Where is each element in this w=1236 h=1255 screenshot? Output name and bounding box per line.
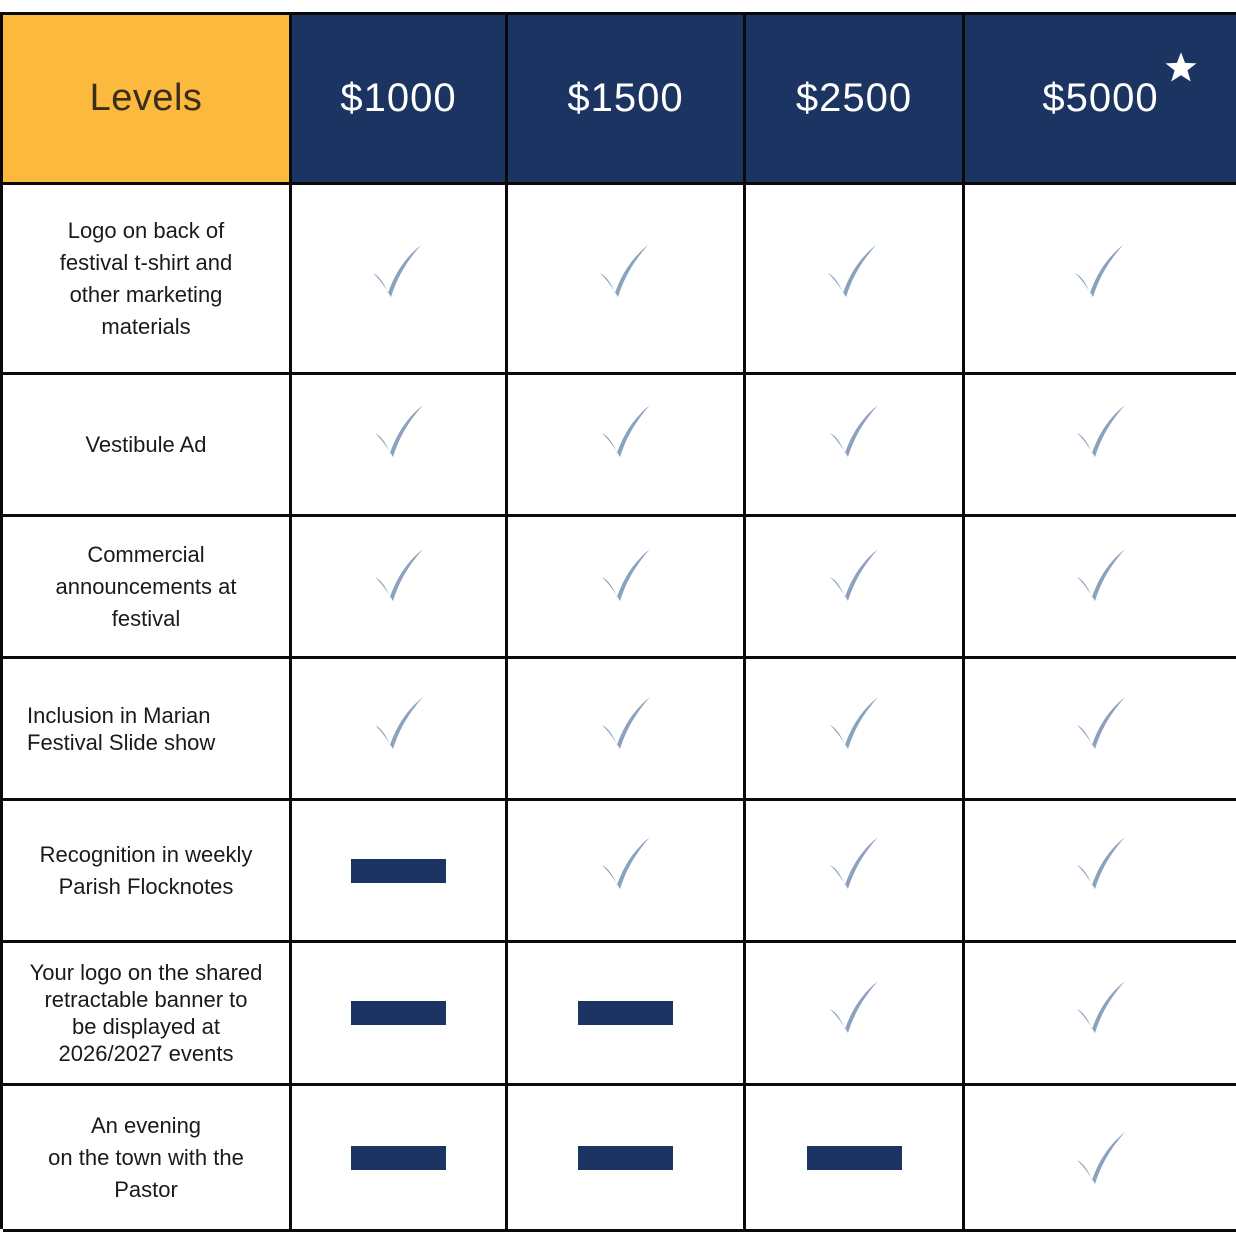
- tier-cell: [292, 943, 508, 1086]
- check-icon: [1075, 979, 1127, 1035]
- price-header-cell-1000: [292, 15, 508, 185]
- tier-cell: [746, 943, 965, 1086]
- feature-cell: [3, 185, 292, 375]
- tier-cell: [746, 185, 965, 375]
- check-icon: [600, 695, 652, 751]
- feature-label: Logo on back of festival t-shirt and other marketing materials: [59, 217, 233, 339]
- tier-cell: [292, 517, 508, 659]
- tier-cell: [508, 1086, 746, 1232]
- dash-icon: [578, 1001, 673, 1025]
- tier-cell: [746, 375, 965, 517]
- feature-label: Commercial announcements at festival: [55, 541, 237, 631]
- tier-cell: [508, 801, 746, 943]
- tier-cell: [965, 801, 1236, 943]
- feature-label: Vestibule Ad: [85, 431, 207, 457]
- check-icon: [373, 547, 425, 603]
- tier-cell: [508, 659, 746, 801]
- tier-cell: [292, 659, 508, 801]
- feature-cell: [3, 517, 292, 659]
- tier-cell: [746, 1086, 965, 1232]
- feature-cell: [3, 943, 292, 1086]
- dash-icon: [351, 1001, 446, 1025]
- feature-label: Recognition in weekly Parish Flocknotes: [39, 841, 253, 899]
- sponsorship-levels-table: [0, 12, 1236, 1229]
- price-header-label: $1500: [567, 76, 684, 120]
- price-header-cell-2500: [746, 15, 965, 185]
- levels-header-label: Levels: [89, 77, 203, 119]
- price-header-wrap: [1042, 76, 1158, 121]
- price-header-label: $2500: [795, 76, 913, 120]
- feature-label: An evening on the town with the Pastor: [48, 1112, 244, 1202]
- check-icon: [373, 695, 425, 751]
- tier-cell: [746, 659, 965, 801]
- dash-icon: [578, 1146, 673, 1170]
- check-icon: [826, 243, 878, 299]
- tier-cell: [508, 375, 746, 517]
- check-icon: [1075, 547, 1127, 603]
- dash-icon: [351, 1146, 446, 1170]
- tier-cell: [746, 517, 965, 659]
- check-icon: [600, 403, 652, 459]
- price-header-cell-1500: [508, 15, 746, 185]
- tier-cell: [292, 1086, 508, 1232]
- levels-header-cell: [3, 15, 292, 185]
- price-header-label: $5000: [1042, 76, 1159, 120]
- tier-cell: [292, 375, 508, 517]
- check-icon: [828, 979, 880, 1035]
- tier-cell: [508, 517, 746, 659]
- check-icon: [828, 403, 880, 459]
- tier-cell: [508, 943, 746, 1086]
- dash-icon: [807, 1146, 902, 1170]
- check-icon: [828, 835, 880, 891]
- check-icon: [828, 547, 880, 603]
- dash-icon: [351, 859, 446, 883]
- check-icon: [600, 835, 652, 891]
- tier-cell: [965, 943, 1236, 1086]
- check-icon: [1075, 1130, 1127, 1186]
- check-icon: [1073, 243, 1125, 299]
- star-icon: [1163, 50, 1199, 86]
- tier-cell: [292, 185, 508, 375]
- check-icon: [598, 243, 650, 299]
- feature-label: Your logo on the shared retractable banner to be displayed at 2026/2027 events: [29, 960, 263, 1066]
- price-header-label: $1000: [340, 76, 457, 120]
- tier-cell: [965, 517, 1236, 659]
- check-icon: [1075, 403, 1127, 459]
- tier-cell: [746, 801, 965, 943]
- check-icon: [371, 243, 423, 299]
- feature-label: Inclusion in Marian Festival Slide show: [27, 702, 216, 755]
- check-icon: [1075, 695, 1127, 751]
- check-icon: [600, 547, 652, 603]
- check-icon: [828, 695, 880, 751]
- tier-cell: [508, 185, 746, 375]
- tier-cell: [965, 185, 1236, 375]
- tier-cell: [965, 659, 1236, 801]
- check-icon: [1075, 835, 1127, 891]
- feature-cell: [3, 801, 292, 943]
- feature-cell: [3, 659, 292, 801]
- check-icon: [373, 403, 425, 459]
- tier-cell: [965, 375, 1236, 517]
- feature-cell: [3, 1086, 292, 1232]
- feature-cell: [3, 375, 292, 517]
- tier-cell: [292, 801, 508, 943]
- tier-cell: [965, 1086, 1236, 1232]
- price-header-cell-5000: [965, 15, 1236, 185]
